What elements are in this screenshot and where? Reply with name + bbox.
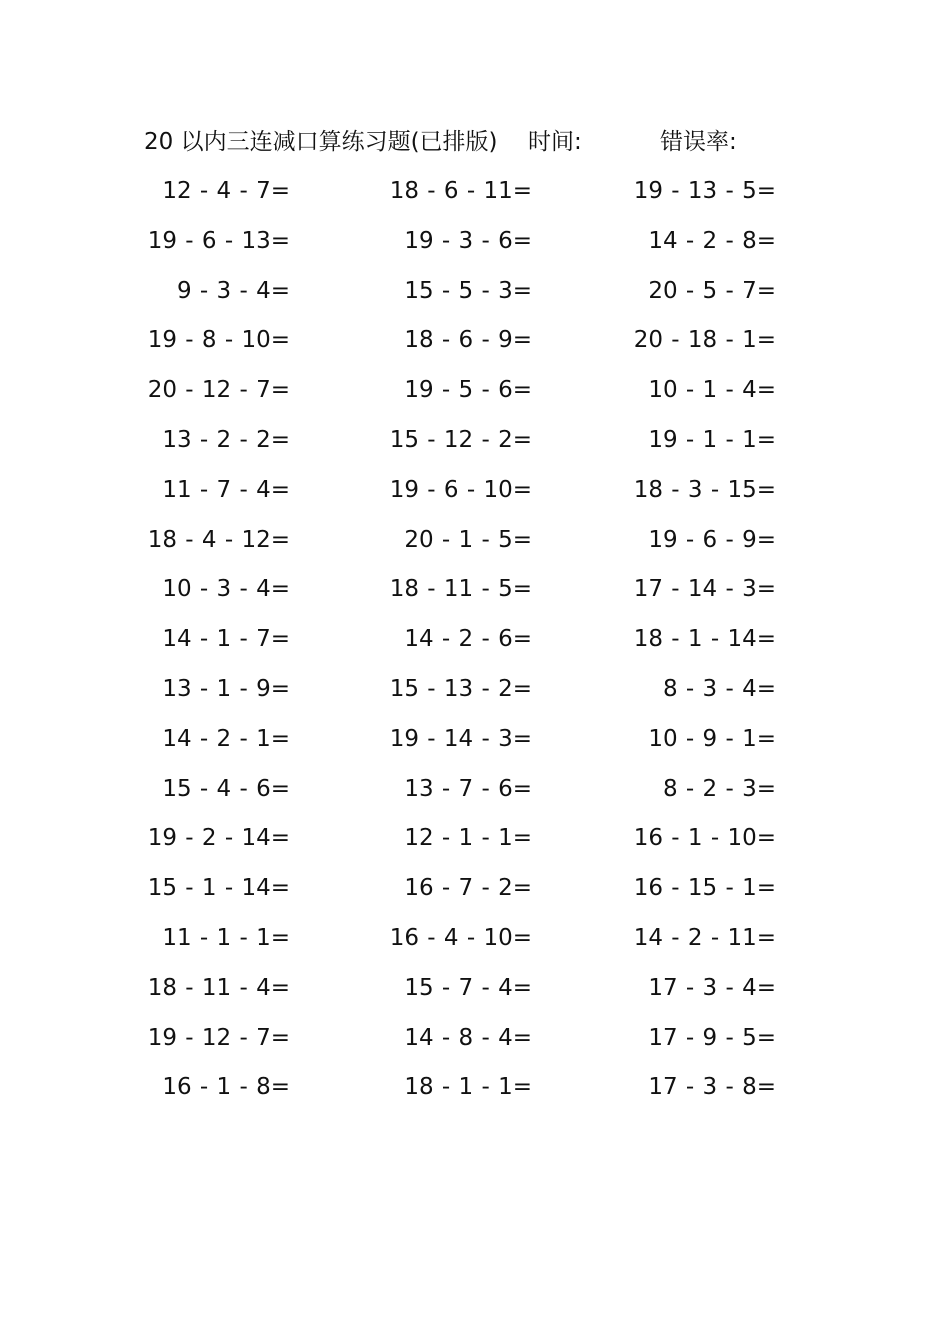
problem-item: 10 - 1 - 4= [648,377,776,404]
problem-item: 14 - 8 - 4= [404,1024,532,1051]
problem-item: 8 - 2 - 3= [662,775,776,802]
problem-row [0,470,950,520]
problem-item: 19 - 13 - 5= [633,178,776,204]
problem-item: 18 - 3 - 15= [633,476,776,503]
problem-row [0,619,950,669]
problem-item: 12 - 1 - 1= [404,825,532,852]
problem-item: 17 - 9 - 5= [648,1024,776,1051]
problem-item: 18 - 11 - 4= [147,974,290,1001]
worksheet-header [144,124,844,160]
problem-item: 15 - 4 - 6= [162,775,290,802]
problem-item: 10 - 9 - 1= [648,725,776,752]
problem-item: 13 - 1 - 9= [162,675,290,702]
problem-item: 16 - 4 - 10= [389,924,532,951]
problem-item: 14 - 2 - 8= [648,227,776,254]
problem-item: 15 - 7 - 4= [404,974,532,1001]
problem-item: 18 - 11 - 5= [389,576,532,603]
problem-row [0,569,950,619]
time-label: 时间: [528,129,582,155]
problem-item: 17 - 14 - 3= [633,576,776,603]
problem-row [0,221,950,271]
problem-item: 8 - 3 - 4= [662,675,776,702]
problem-item: 14 - 2 - 11= [633,924,776,951]
problem-item: 20 - 12 - 7= [147,377,290,404]
problem-item: 14 - 2 - 1= [162,725,290,752]
problem-item: 13 - 7 - 6= [404,775,532,802]
problem-item: 19 - 3 - 6= [404,227,532,254]
problem-row [0,171,950,221]
problem-row [0,918,950,968]
problem-row [0,868,950,918]
problem-item: 16 - 15 - 1= [633,875,776,902]
problem-item: 19 - 8 - 10= [147,327,290,354]
problem-row [0,719,950,769]
problem-item: 19 - 6 - 10= [389,476,532,503]
problem-item: 19 - 12 - 7= [147,1024,290,1051]
problem-row [0,370,950,420]
problem-item: 15 - 12 - 2= [389,426,532,453]
problem-item: 19 - 5 - 6= [404,377,532,404]
problem-item: 16 - 1 - 10= [633,825,776,852]
problem-item: 20 - 5 - 7= [648,277,776,304]
problem-item: 15 - 13 - 2= [389,675,532,702]
problem-item: 14 - 1 - 7= [162,626,290,653]
problem-item: 17 - 3 - 8= [648,1074,776,1101]
problem-item: 18 - 4 - 12= [147,526,290,553]
problem-item: 19 - 2 - 14= [147,825,290,852]
problem-item: 11 - 1 - 1= [162,924,290,951]
problem-item: 19 - 14 - 3= [389,725,532,752]
problem-item: 20 - 18 - 1= [633,327,776,354]
problem-item: 20 - 1 - 5= [404,526,532,553]
problem-item: 13 - 2 - 2= [162,426,290,453]
error-rate-label: 错误率: [660,129,737,155]
problem-item: 9 - 3 - 4= [176,277,290,304]
problem-item: 19 - 6 - 9= [648,526,776,553]
problem-item: 16 - 7 - 2= [404,875,532,902]
problem-row [0,769,950,819]
problem-grid [0,171,950,1117]
problem-item: 16 - 1 - 8= [162,1074,290,1101]
problem-item: 10 - 3 - 4= [162,576,290,603]
worksheet-title: 20 以内三连减口算练习题(已排版) [144,129,498,155]
problem-item: 15 - 1 - 14= [147,875,290,902]
problem-item: 19 - 6 - 13= [147,227,290,254]
problem-item: 17 - 3 - 4= [648,974,776,1001]
problem-row [0,520,950,570]
problem-item: 15 - 5 - 3= [404,277,532,304]
problem-row [0,669,950,719]
problem-item: 18 - 6 - 11= [389,178,532,204]
problem-item: 18 - 1 - 14= [633,626,776,653]
problem-item: 18 - 1 - 1= [404,1074,532,1101]
problem-item: 14 - 2 - 6= [404,626,532,653]
problem-item: 18 - 6 - 9= [404,327,532,354]
problem-row [0,1018,950,1068]
problem-row [0,968,950,1018]
problem-row [0,818,950,868]
problem-item: 11 - 7 - 4= [162,476,290,503]
problem-item: 19 - 1 - 1= [648,426,776,453]
problem-row [0,320,950,370]
problem-item: 12 - 4 - 7= [162,178,290,204]
problem-row [0,420,950,470]
problem-row [0,1067,950,1117]
problem-row [0,271,950,321]
